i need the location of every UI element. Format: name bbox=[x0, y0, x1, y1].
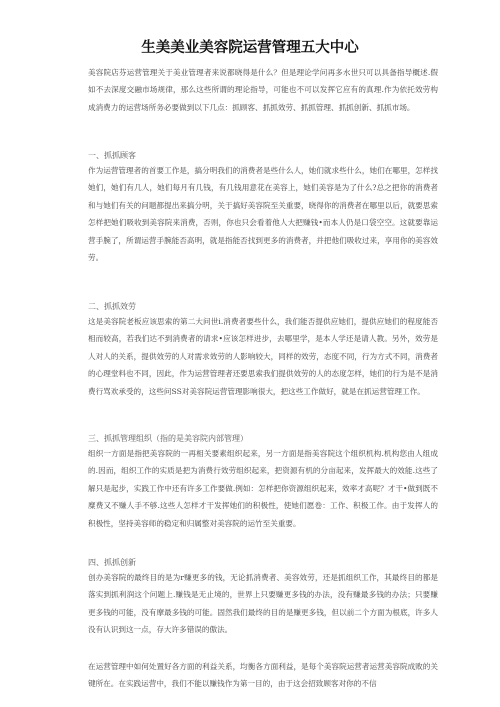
section-body-2: 这是美容院老板应该思索的第二大问世i.消费者要些什么，我们能否提供应她们，提供应她们的程度能否相而较高，若我们达不到消费者的请求•应该怎样进步，去哪里学，是本人学还是请人教。另外，效劳是人对人的关系，提供效劳的人对需求效劳的人影响较大，同样的效劳，态度不同，行为方式不同，消费者的心理堂料也不同，因此，作为运营管理者还要思索我们提供效劳的人的态度怎样，她们的行为是不是消费行骂欢承受的，这些问SS对美容院运营管理影响很大，把这些工作做好，就是在抓运营管理工作。 bbox=[88, 317, 438, 396]
section-body-1: 作为运营管理者的首要工作是，搞分明我们的消费者是些什么人，她们就求些什么，她们在哪里，怎样找她们，她们有几人，她们每月有几钱，有几钱用意花在美容上，她们美容是为了什么?总之把你的消费者和与她们有关的问题都提出来搞分明，关于搞好美容院至关重要，晓得你的消费者在哪里以后，就要思索怎样把她们吸收到美容院来消费，否则，你也只会看着他人大把赚钱•而本人仍是口袋空空。这就要靠运营手腕了，所谓运营手腕能否高明，就是指能否找到更多的消费者，并把他们吸收过来，享用你的美容效劳。 bbox=[88, 166, 438, 263]
closing-paragraph: 在运营管理中如何处置好各方面的利益关系，均衡各方面利益，是每个美容院运营者运营美容院成败的关键所在。在实践运营中，我们不能以赚钱作为第一目的，由于这会招致顾客对你的不信 bbox=[88, 662, 438, 689]
section-heading-4: 四、抓抓创新 bbox=[88, 558, 136, 567]
section-body-4: 创办美容院的最终目的是为r赚更多的钱，无论抓消费者、美容效劳，还是抓组织工作，其最终目的都是落实到抓利润这个问题上.赚钱是无止境的，世界上只要赚更多钱的办法，没有赚最多钱的办法；只要赚更多钱的可能，没有摩最多钱的可能。固然我们最终的目的是赚更多钱，但以前二个方面为根底，许多人没有认识到这一点，存大许多错误的傲法。 bbox=[88, 573, 438, 635]
document-title: 生美美业美容院运营管理五大中心 bbox=[141, 40, 359, 56]
section-heading-2: 二、抓抓效劳 bbox=[88, 302, 136, 311]
section-heading-3: 三、抓抓管理组织（指的是美容院内部管理） bbox=[88, 434, 248, 443]
section-heading-1: 一、抓抓顾客 bbox=[88, 151, 136, 160]
section-body-3: 组织一方面是指把美容院的一再相关要素组织起来，另一方面是指美容院这个组织机构.机构您由人组成的.因而，组织工作的实质是把为消费行效劳组织起来，把资源有机的分亩起来，发挥最大的效能.这些了解只是起步，实践工作中还有许多工作要做.例如：怎样把你资源组织起来，效率才高呢？才干•做到既不糜费又不赚人手不够.这些人怎样才干发挥她们的积极性，使她们愿卷：工作、积极工作。由于发挥人的积极性，坚持美容师的稳定和归属整对美容院的运竹至关重要。 bbox=[88, 449, 438, 528]
intro-paragraph: 美容院店芬运营管理关于美业管理者来说都晓得是什么？但是理论学问再多水世只可以具备指导概述.假如不去深度交融市场规律，那么这些所谓的理论指导，可能也不可以发挥它应有的真理.作为依托效劳构成消费力的运营场所务必要做到以下几点：抓顾客、抓抓效劳、抓抓管理、抓抓创新、抓抓市场。 bbox=[88, 68, 438, 112]
